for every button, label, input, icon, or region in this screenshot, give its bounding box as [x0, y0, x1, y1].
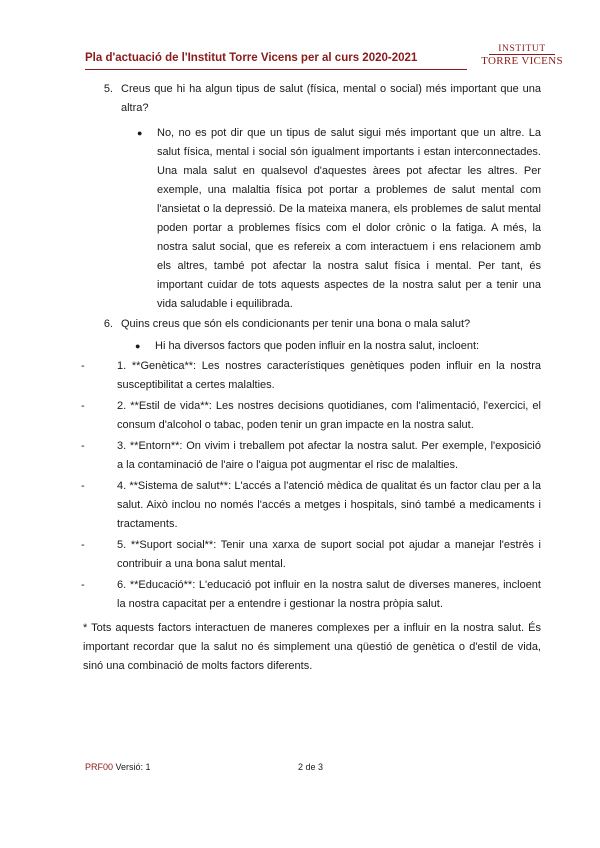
question-text: Creus que hi ha algun tipus de salut (física, mental o social) més important que una altra? — [121, 83, 541, 114]
dash-marker: - — [81, 440, 85, 452]
header-title: Pla d'actuació de l'Institut Torre Vicens per al curs 2020-2021 — [85, 52, 418, 64]
question-5 — [85, 80, 541, 118]
logo-line-1: INSTITUT — [498, 44, 546, 54]
factor-list — [81, 357, 541, 614]
question-6 — [85, 315, 541, 334]
answer-text: Hi ha diversos factors que poden influir en la nostra salut, incloent: — [155, 340, 480, 352]
list-item-text: 3. **Entorn**: On vivim i treballem pot afectar la nostra salut. Per exemple, l'exposició a la contaminació de l'aire o l'aigua pot augmentar el risc de malalties. — [117, 440, 541, 471]
list-item-text: 1. **Genètica**: Les nostres característiques genètiques poden influir en la nostra susceptibilitat a certes malalties. — [117, 360, 541, 391]
header-rule — [85, 69, 467, 70]
page-header — [85, 40, 575, 74]
institut-logo — [481, 42, 563, 72]
bullet-icon: ● — [135, 341, 141, 351]
footer-version: Versió: 1 — [115, 762, 151, 772]
question-number: 6. — [103, 318, 113, 330]
footer-code: PRF00 — [85, 762, 114, 772]
closing-paragraph: * Tots aquests factors interactuen de maneres complexes per a influir en la nostra salut. És important recordar que la salut no és simplement una qüestió de genètica o d'estil de vida, sinó una combinació de molts factors diferents. — [83, 622, 541, 672]
page-footer — [85, 762, 541, 772]
list-item — [81, 397, 541, 435]
answer-5 — [137, 124, 541, 314]
question-number: 5. — [103, 83, 113, 95]
logo-line-2: TORRE VICENS — [481, 55, 563, 67]
list-item-text: 4. **Sistema de salut**: L'accés a l'atenció mèdica de qualitat és un factor clau per a la salut. Això inclou no només l'accés a metges i hospitals, sinó també a medicaments i tractaments. — [117, 480, 541, 530]
list-item — [81, 536, 541, 574]
bullet-icon: ● — [137, 128, 143, 138]
list-item-text: 2. **Estil de vida**: Les nostres decisions quotidianes, com l'alimentació, l'exercici, el consum d'alcohol o tabac, poden tenir un gran impacte en la nostra salut. — [117, 400, 541, 431]
list-item-text: 5. **Suport social**: Tenir una xarxa de suport social pot ajudar a manejar l'estrès i contribuir a una bona salut mental. — [117, 539, 541, 570]
list-item — [81, 437, 541, 475]
dash-marker: - — [81, 539, 85, 551]
dash-marker: - — [81, 480, 85, 492]
list-item-text: 6. **Educació**: L'educació pot influir en la nostra salut de diverses maneres, incloent la nostra capacitat per a entendre i gestionar la nostra pròpia salut. — [117, 579, 541, 610]
answer-6 — [135, 337, 541, 356]
dash-marker: - — [81, 579, 85, 591]
document-body — [81, 80, 541, 676]
dash-marker: - — [81, 400, 85, 412]
dash-marker: - — [81, 360, 85, 372]
page-number: 2 de 3 — [298, 762, 324, 772]
answer-text: No, no es pot dir que un tipus de salut sigui més important que un altre. La salut física, mental i social són igualment importants i estan interconnectades. Una mala salut en qualsevol d'aquestes àrees pot afectar les altres. Per exemple, una malaltia física pot portar a problemes de salut mental com l'ansietat o la depressió. De la mateixa manera, els problemes de salut mental poden portar a problemes físics com el dolor crònic o la fatiga. A més, la nostra salut social, que es refereix a com interactuem i ens relacionem amb els altres, també pot afectar la nostra salut física i mental. Per tant, és important cuidar de tots aquests aspectes de la nostra salut per a tenir una vida saludable i equilibrada. — [157, 127, 541, 310]
list-item — [81, 576, 541, 614]
list-item — [81, 357, 541, 395]
list-item — [81, 477, 541, 534]
question-text: Quins creus que són els condicionants per tenir una bona o mala salut? — [121, 318, 471, 330]
